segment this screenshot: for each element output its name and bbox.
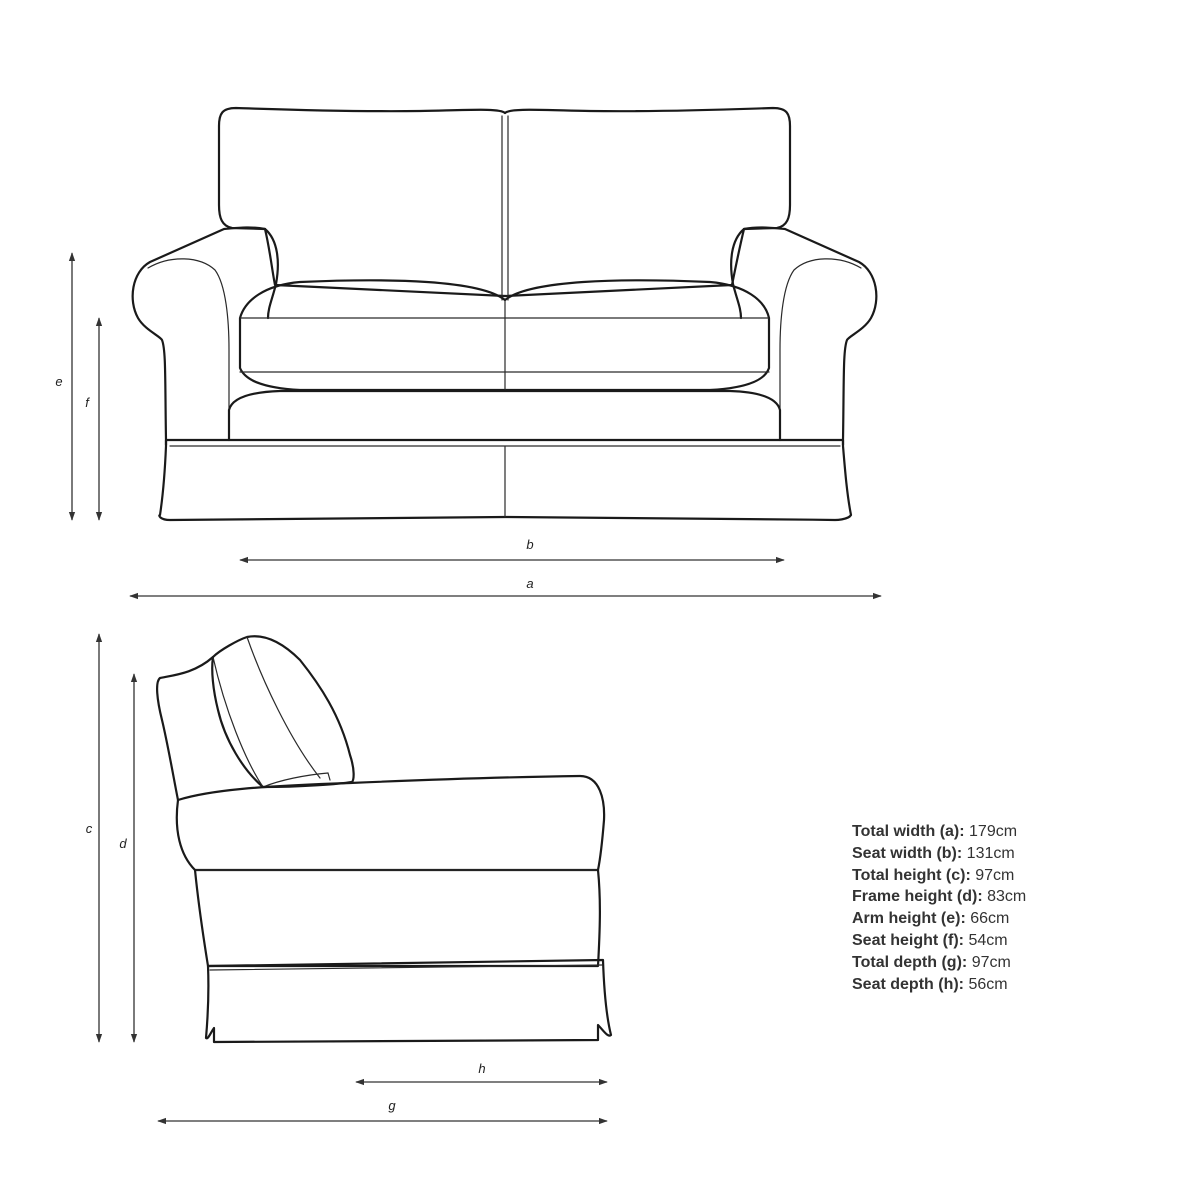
dimension-a bbox=[130, 576, 881, 596]
spec-label: Arm height (e): bbox=[852, 910, 966, 928]
dimension-label-b: b bbox=[526, 537, 534, 552]
dimension-b bbox=[240, 537, 784, 560]
spec-value: 131cm bbox=[966, 844, 1015, 862]
spec-arm-height bbox=[852, 908, 1026, 930]
back-seam bbox=[502, 116, 508, 300]
seat-cushion-right bbox=[505, 280, 769, 390]
arm-right-scroll bbox=[780, 259, 861, 440]
spec-label: Seat depth (h): bbox=[852, 975, 964, 993]
skirt-seam bbox=[170, 446, 840, 517]
spec-label: Total depth (g): bbox=[852, 953, 968, 971]
spec-label: Frame height (d): bbox=[852, 888, 983, 906]
dimension-label-d: d bbox=[119, 836, 127, 851]
dimension-d bbox=[119, 674, 134, 1042]
side-back-cushion-piping bbox=[213, 637, 320, 787]
spec-total-height bbox=[852, 865, 1026, 887]
dimension-label-g: g bbox=[388, 1098, 396, 1113]
spec-seat-depth bbox=[852, 974, 1026, 996]
spec-label: Seat width (b): bbox=[852, 844, 963, 862]
spec-value: 56cm bbox=[968, 975, 1008, 993]
back-cushion-right bbox=[505, 108, 790, 296]
spec-seat-height bbox=[852, 930, 1026, 952]
spec-value: 66cm bbox=[970, 910, 1010, 928]
spec-value: 54cm bbox=[968, 931, 1008, 949]
spec-frame-height bbox=[852, 886, 1026, 908]
side-body bbox=[195, 870, 600, 966]
arm-right-front bbox=[731, 229, 744, 318]
dimension-spec-list bbox=[852, 821, 1026, 995]
spec-label: Seat height (f): bbox=[852, 931, 964, 949]
spec-value: 83cm bbox=[987, 888, 1027, 906]
spec-label: Total height (c): bbox=[852, 866, 971, 884]
seat-cushion-band bbox=[240, 300, 769, 390]
arm-left bbox=[133, 227, 265, 445]
arm-left-scroll bbox=[148, 259, 229, 440]
back-cushion-left bbox=[219, 108, 505, 296]
spec-label: Total width (a): bbox=[852, 823, 965, 840]
dimension-label-e: e bbox=[55, 374, 63, 389]
spec-total-depth bbox=[852, 952, 1026, 974]
dimension-g bbox=[158, 1098, 607, 1121]
dimension-label-h: h bbox=[478, 1061, 486, 1076]
dimension-label-a: a bbox=[526, 576, 534, 591]
dimension-label-c: c bbox=[85, 821, 93, 836]
side-skirt bbox=[206, 960, 611, 1042]
dimension-h bbox=[356, 1061, 607, 1082]
dimension-e bbox=[55, 253, 72, 520]
sofa-side-view bbox=[157, 636, 611, 1042]
spec-total-width bbox=[852, 821, 1026, 843]
dimension-label-f: f bbox=[85, 395, 89, 410]
spec-value: 97cm bbox=[971, 953, 1011, 971]
side-arm-roll bbox=[177, 776, 604, 870]
spec-seat-width bbox=[852, 843, 1026, 865]
spec-value: 179cm bbox=[969, 823, 1018, 840]
sofa-front-view bbox=[133, 108, 877, 520]
spec-value: 97cm bbox=[975, 866, 1015, 884]
side-back-frame bbox=[157, 657, 213, 800]
seat-cushion-left bbox=[240, 280, 505, 390]
dimension-c bbox=[86, 634, 99, 1042]
side-back-cushion bbox=[212, 636, 353, 787]
dimension-f bbox=[85, 318, 99, 520]
seat-base bbox=[229, 391, 780, 440]
arm-right bbox=[744, 227, 876, 445]
